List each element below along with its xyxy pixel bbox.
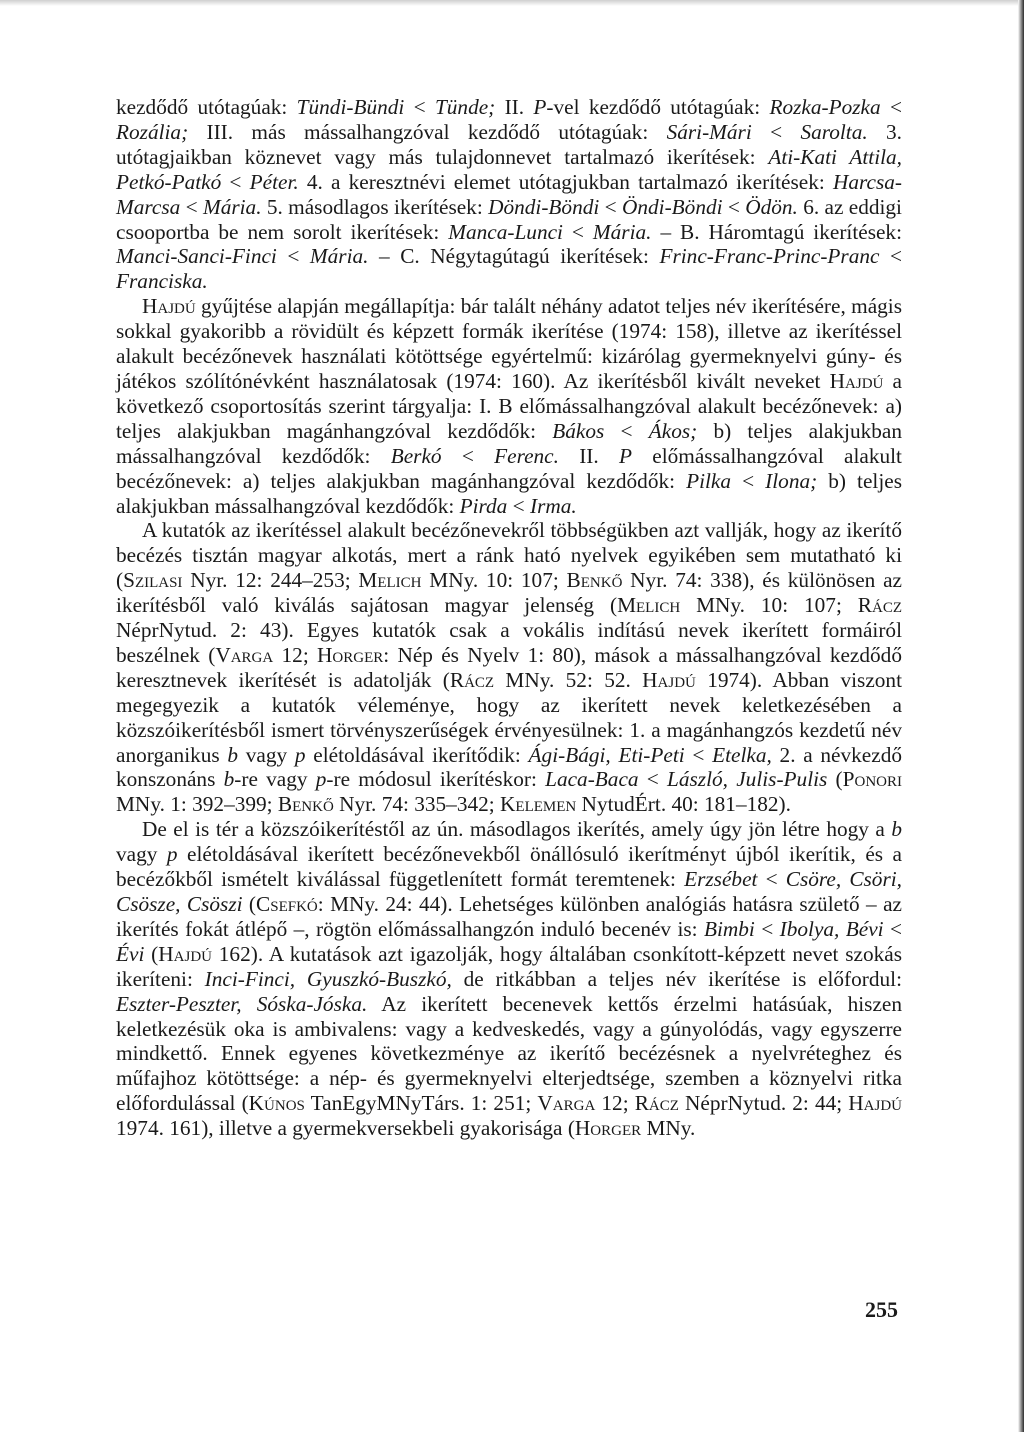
- page-number: 255: [865, 1297, 898, 1322]
- text-run: -re vagy: [234, 767, 316, 792]
- paragraph: [116, 294, 902, 518]
- text-run: Nyr. 74: 335–342;: [333, 792, 501, 817]
- text-run: <: [404, 95, 435, 119]
- italic-text: p: [294, 742, 306, 767]
- text-run: <: [754, 916, 780, 941]
- author-name: Hajdú: [848, 1091, 902, 1116]
- text-run: <: [684, 742, 713, 767]
- italic-text: Manci-Sanci-Finci: [116, 244, 277, 269]
- italic-text: Csöre, Csöri, Csösze, Csöszi: [116, 867, 902, 916]
- text-run: a következő csoportosítás szerint tárgyalja: I. B előmássalhangzóval alakult becézőnevek: a) teljes alakjukban magánhangzóval kezdődők:: [116, 368, 903, 443]
- text-run: – B. Háromtagú ikerítések:: [651, 219, 903, 244]
- scan-edge-right: [1018, 0, 1024, 1432]
- text-run: 5. másodlagos ikerítések:: [261, 194, 489, 219]
- italic-text: P: [618, 443, 632, 468]
- text-run: <: [599, 194, 622, 219]
- text-run: (: [242, 892, 257, 916]
- italic-text: Ilona;: [765, 468, 818, 493]
- author-name: Melich: [617, 593, 681, 618]
- author-name: Hajdú: [142, 294, 196, 319]
- italic-text: Sarolta.: [800, 119, 868, 144]
- text-run: Nyr. 74: 338), és különösen az ikerítésből való kiválás sajátosan magyar jelenség (: [116, 568, 902, 618]
- text-run: <: [221, 169, 250, 194]
- text-run: : MNy. 24: 44). Lehetséges különben analógiás hatásra születő – az ikerítés fokát átlépő –, rögtön előmássalhangzón induló becenév is:: [116, 892, 902, 941]
- italic-text: Erzsébet: [684, 867, 758, 892]
- author-name: Varga: [215, 642, 274, 667]
- text-run: <: [731, 468, 766, 493]
- italic-text: Franciska.: [116, 269, 208, 294]
- text-run: MNy. 1: 392–399;: [116, 792, 278, 817]
- author-name: Hajdú: [642, 667, 696, 692]
- italic-text: p: [315, 767, 327, 792]
- italic-text: Etelka,: [712, 742, 772, 767]
- author-name: Kelemen: [500, 792, 577, 817]
- italic-text: Ákos;: [648, 418, 698, 443]
- text-run: 3. utótagjaikban köznevet vagy más tulajdonnevet tartalmazó ikerítések:: [116, 119, 902, 169]
- italic-text: Döndi-Böndi: [488, 194, 600, 219]
- text-run: 1974. 161), illetve a gyermekversekbeli gyakorisága (: [116, 1116, 575, 1141]
- text-run: vagy: [238, 742, 295, 767]
- text-run: III. más mássalhangzóval kezdődő utótagúak:: [188, 119, 667, 144]
- text-run: <: [638, 767, 668, 792]
- text-run: 162). A kutatások azt igazolják, hogy általában csonkított-képzett nevet szokás ikeríteni:: [116, 941, 903, 991]
- text-run: MNy. 52: 52.: [494, 667, 643, 692]
- text-run: -re módosul ikerítéskor:: [326, 767, 546, 792]
- paragraph: [116, 518, 902, 817]
- text-run: -vel kezdődő utótagúak:: [546, 95, 770, 119]
- text-run: 2. a névkezdő konszonáns: [116, 742, 902, 792]
- italic-text: b: [227, 742, 239, 767]
- author-name: Csefkó: [256, 892, 318, 916]
- author-name: Benkő: [277, 792, 334, 817]
- text-run: NéprNytud. 2: 43). Egyes kutatók csak a vokális indítású nevek ikerített formáiról beszélnek (: [116, 618, 902, 667]
- text-run: <: [562, 219, 593, 244]
- body-text: [116, 95, 902, 1141]
- text-run: II.: [495, 95, 534, 119]
- text-run: előmássalhangzóval alakult becézőnevek: a) teljes alakjukban magánhangzóval kezdődők:: [116, 443, 902, 493]
- italic-text: Ödön.: [745, 194, 798, 219]
- text-run: MNy.: [641, 1116, 696, 1141]
- text-run: Az ikerített becenevek kettős érzelmi hatásúak, hiszen keletkezésük oka is ambivalens: vagy a kedveskedés, vagy a gúnyolódás, vagy egyszerre mindkettő. Ennek egyenes következménye az ikerítő becézésnek a nyelvréteghez és műfajhoz kötöttsége: a nép- és gyermeknyelvi elterjedtsége, szemben a köznyelvi ritka előfordulással (: [116, 991, 903, 1116]
- text-run: <: [722, 194, 746, 219]
- italic-text: Mária.: [202, 194, 262, 219]
- text-run: NéprNytud. 2: 44;: [678, 1091, 849, 1116]
- italic-text: Rozália;: [116, 119, 189, 144]
- text-run: MNy. 10: 107;: [680, 593, 858, 618]
- italic-text: Ati-Kati Attila, Petkó-Patkó: [116, 144, 902, 194]
- author-name: Benkő: [566, 568, 623, 593]
- italic-text: Tünde;: [434, 95, 496, 119]
- italic-text: Sári-Mári: [666, 119, 752, 144]
- author-name: Rácz: [449, 667, 495, 692]
- italic-text: Inci-Finci, Gyuszkó-Buszkó,: [204, 966, 452, 991]
- italic-text: b: [891, 817, 902, 842]
- text-run: <: [757, 867, 786, 892]
- italic-text: Évi: [116, 941, 145, 966]
- italic-text: Mária.: [592, 219, 652, 244]
- author-name: Hajdú: [158, 941, 212, 966]
- text-run: elétoldásával ikerített becézőnevekből önállósuló ikerítményt újból ikerítik, és a becézőkből ismételt kiválással függetlenített formát teremtenek:: [116, 842, 902, 892]
- text-run: 12;: [595, 1091, 635, 1116]
- italic-text: Ibolya, Bévi: [779, 916, 884, 941]
- text-run: – C. Négytagútagú ikerítések:: [368, 244, 660, 269]
- text-run: de ritkábban a teljes név ikerítése is előfordul:: [451, 966, 903, 991]
- text-run: II.: [558, 443, 619, 468]
- text-run: <: [507, 493, 531, 518]
- italic-text: Ferenc.: [494, 443, 559, 468]
- text-run: kezdődő utótagúak:: [116, 95, 297, 119]
- text-run: 1974). Abban viszont megegyezik a kutatók véleménye, hogy az ikerített nevek keletkezésében a közszóikerítésből ismert törvényszerűségek érvényesülnek: 1. a magánhangzós kezdetű név anorganikus: [116, 667, 902, 767]
- text-run: : Nép és Nyelv 1: 80), mások a mássalhangzóval kezdődő keresztnevek ikerítését is adatolják (: [116, 642, 902, 692]
- text-run: Nyr. 12: 244–253;: [182, 568, 359, 593]
- italic-text: b: [223, 767, 235, 792]
- text-run: gyűjtése alapján megállapítja: bár talált néhány adatot teljes név ikerítésére, mágis sokkal gyakoribb a rövidült és képzett formák ikerítése (1974: 158), illetve az ikerítéssel alakult becézőnevek használati kötöttsége egyértelmű: kizárólag gyermeknyelvi gúny- és játékos szólítónévként használatosak (1974: 160). Az ikerítésből kivált neveket: [116, 294, 902, 393]
- text-run: (: [144, 941, 159, 966]
- scan-edge-top: [0, 0, 1024, 6]
- text-run: <: [441, 443, 495, 468]
- italic-text: László, Julis-Pulis: [667, 767, 828, 792]
- italic-text: Berkó: [390, 443, 442, 468]
- text-run: vagy: [116, 842, 167, 867]
- italic-text: Manca-Lunci: [448, 219, 563, 244]
- italic-text: Öndi-Böndi: [621, 194, 723, 219]
- italic-text: Bákos: [552, 418, 605, 443]
- paragraph: [116, 817, 902, 1141]
- text-run: MNy. 10: 107;: [421, 568, 567, 593]
- italic-text: Tündi-Bündi: [296, 95, 405, 119]
- italic-text: p: [166, 842, 178, 867]
- author-name: Horger: [574, 1116, 642, 1141]
- text-run: 4. a keresztnévi elemet utótagjukban tartalmazó ikerítések:: [298, 169, 833, 194]
- italic-text: Harcsa- Marcsa: [116, 169, 902, 219]
- italic-text: Frinc-Franc-Princ-Pranc: [659, 244, 880, 269]
- text-run: De el is tér a közszóikerítéstől az ún. másodlagos ikerítés, amely úgy jön létre hogy a: [142, 817, 892, 842]
- italic-text: Pirda: [459, 493, 508, 518]
- text-run: elétoldásával ikerítődik:: [305, 742, 529, 767]
- author-name: Rácz: [857, 593, 902, 618]
- paragraph: [116, 95, 902, 294]
- text-run: A kutatók az ikerítéssel alakult becézőnevekről többségükben azt vallják, hogy az ikerítő becézés tisztán magyar alkotás, mert a ránk ható nyelvek egyikében sem mutatható ki (: [116, 518, 902, 593]
- text-run: 6. az eddigi csooportba be nem sorolt ikerítések:: [116, 194, 902, 244]
- author-name: Horger: [317, 642, 384, 667]
- text-run: <: [751, 119, 801, 144]
- italic-text: Péter.: [249, 169, 299, 194]
- text-run: <: [180, 194, 203, 219]
- text-run: b) teljes alakjukban mássalhangzóval kezdődők:: [116, 468, 902, 518]
- author-name: Melich: [358, 568, 422, 593]
- author-name: Hajdú: [829, 368, 884, 393]
- author-name: Kúnos: [248, 1091, 305, 1116]
- italic-text: Bimbi: [703, 916, 755, 941]
- text-run: TanEgyMNyTárs. 1: 251;: [304, 1091, 538, 1116]
- italic-text: Rozka-Pozka: [769, 95, 881, 119]
- text-run: <: [880, 95, 902, 119]
- author-name: Szilasi: [123, 568, 183, 593]
- author-name: Ponori: [842, 767, 902, 792]
- author-name: Rácz: [634, 1091, 679, 1116]
- text-run: <: [276, 244, 310, 269]
- author-name: Varga: [537, 1091, 596, 1116]
- text-run: (: [827, 767, 843, 792]
- italic-text: P: [533, 95, 547, 119]
- text-run: NytudÉrt. 40: 181–182).: [576, 792, 791, 817]
- text-run: <: [604, 418, 649, 443]
- text-run: 12;: [273, 642, 318, 667]
- italic-text: Irma.: [530, 493, 577, 518]
- text-run: b) teljes alakjukban mássalhangzóval kezdődők:: [116, 418, 902, 468]
- text-run: <: [883, 916, 902, 941]
- text-run: <: [879, 244, 902, 269]
- italic-text: Ági-Bági, Eti-Peti: [528, 742, 685, 767]
- italic-text: Mária.: [309, 244, 369, 269]
- italic-text: Pilka: [686, 468, 732, 493]
- italic-text: Laca-Baca: [545, 767, 639, 792]
- italic-text: Eszter-Peszter, Sóska-Jóska.: [116, 991, 368, 1016]
